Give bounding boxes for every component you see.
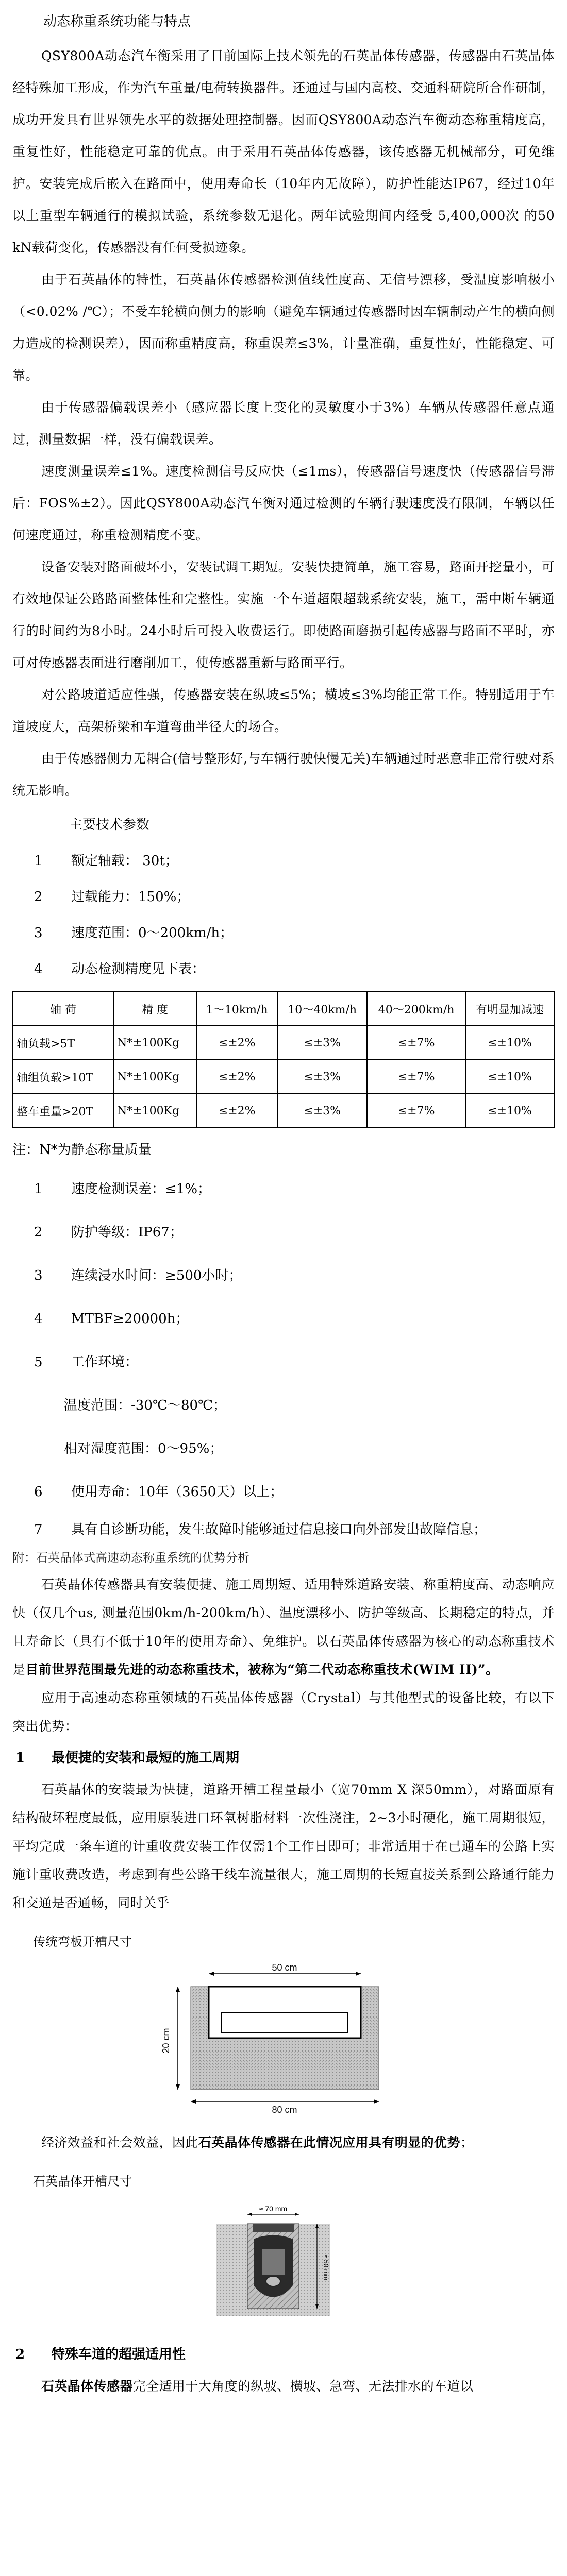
section-number: 1 bbox=[15, 1750, 25, 1766]
economic-text: 经济效益和社会效益，因此 bbox=[41, 2135, 198, 2150]
spec-text: 过载能力：150%； bbox=[71, 889, 190, 905]
spec-number: 1 bbox=[34, 1181, 43, 1197]
advantage-subtitle: 附：石英晶体式高速动态称重系统的优势分析 bbox=[12, 1551, 249, 1565]
section-heading-2 bbox=[12, 2339, 555, 2370]
spec-item bbox=[12, 1254, 555, 1297]
table-header: 10～40km/h bbox=[277, 992, 367, 1026]
section-2-highlight: 石英晶体传感器 bbox=[41, 2379, 133, 2394]
table-cell: N*±100Kg bbox=[113, 1060, 196, 1094]
intro-paragraph-4: 速度测量误差≤1%。速度检测信号反应快（≤1ms），传感器信号速度快（传感器信号滞后：FOS%±2）。因此QSY800A动态汽车衡对通过检测的车辆行驶速度没有限制，车辆以任何速度通过，称重检测精度不变。 bbox=[12, 464, 555, 543]
spec-number: 4 bbox=[34, 961, 43, 977]
traditional-bending-plate-groove-diagram bbox=[149, 1963, 418, 2118]
spec-number: 3 bbox=[34, 925, 43, 941]
dim-side-label: ≈ 50 mm bbox=[322, 2254, 330, 2281]
spec-item bbox=[12, 1470, 555, 1514]
section-title: 特殊车道的超强适用性 bbox=[52, 2347, 186, 2362]
intro-paragraph-1: QSY800A动态汽车衡采用了目前国际上技术领先的石英晶体传感器，传感器由石英晶体经特殊加工形成，作为汽车重量/电荷转换器件。还通过与国内高校、交通科研院所合作研制，成功开发具有世界领先水平的数据处理控制器。因而QSY800A动态汽车衡动态称重精度高，重复性好，性能稳定可靠的优点。由于采用石英晶体传感器，该传感器无机械部分，可免维护。安装完成后嵌入在路面中，使用寿命长（10年内无故障），防护性能达IP67，经过10年以上重型车辆通行的模拟试验，系统参数无退化。两年试验期间内经受 5,400,000次 的50 kN载荷变化，传感器没有任何受损迹象。 bbox=[12, 48, 555, 255]
arrow-left bbox=[191, 2099, 196, 2104]
table-header: 40～200km/h bbox=[367, 992, 465, 1026]
spec-number: 2 bbox=[34, 1225, 43, 1240]
spec-item bbox=[12, 951, 555, 987]
spec-text: 额定轴载： 30t； bbox=[71, 853, 178, 869]
spec-text: 速度范围：0～200km/h； bbox=[71, 925, 234, 941]
section-title: 最便捷的安装和最短的施工周期 bbox=[52, 1750, 240, 1766]
accuracy-table bbox=[12, 991, 555, 1128]
dim-bottom-label: 80 cm bbox=[272, 2105, 297, 2115]
spec-item bbox=[12, 1297, 555, 1341]
quartz-element bbox=[262, 2249, 285, 2275]
spec-text: 速度检测误差：≤1%； bbox=[71, 1181, 211, 1197]
spec-number: 4 bbox=[34, 1311, 43, 1327]
arrow-up bbox=[176, 1987, 180, 1992]
table-row bbox=[13, 1094, 554, 1128]
document-page bbox=[0, 7, 567, 2576]
table-header-row bbox=[13, 992, 554, 1026]
dim-side-label: 20 cm bbox=[161, 2028, 171, 2054]
table-cell: 轴组负载>10T bbox=[13, 1060, 113, 1094]
intro-paragraph-3: 由于传感器偏载误差小（感应器长度上变化的灵敏度小于3%）车辆从传感器任意点通过，测量数据一样，没有偏载误差。 bbox=[12, 400, 555, 447]
table-cell: N*±100Kg bbox=[113, 1026, 196, 1060]
economic-paragraph bbox=[12, 2128, 555, 2157]
table-cell: ≤±3% bbox=[277, 1060, 367, 1094]
spec-number: 7 bbox=[34, 1522, 43, 1537]
arrow-down bbox=[176, 2084, 180, 2090]
intro-paragraph-6: 对公路坡道适应性强，传感器安装在纵坡≤5%；横坡≤3%均能正常工作。特别适用于车道坡度大，高架桥梁和车道弯曲半径大的场合。 bbox=[12, 687, 555, 734]
section-number: 2 bbox=[15, 2347, 25, 2362]
table-cell: ≤±7% bbox=[367, 1060, 465, 1094]
table-cell: ≤±3% bbox=[277, 1026, 367, 1060]
table-header: 轴 荷 bbox=[13, 992, 113, 1026]
signal-cable bbox=[266, 2276, 280, 2286]
table-header: 精 度 bbox=[113, 992, 196, 1026]
spec-item bbox=[12, 1211, 555, 1254]
economic-highlight: 石英晶体传感器在此情况应用具有明显的优势 bbox=[198, 2135, 460, 2150]
spec-text: 使用寿命：10年（3650天）以上； bbox=[71, 1484, 284, 1500]
table-row bbox=[13, 1060, 554, 1094]
spec-text: 动态检测精度见下表： bbox=[71, 961, 206, 977]
spec-number: 1 bbox=[34, 853, 43, 869]
spec-number: 3 bbox=[34, 1268, 43, 1283]
table-cell: ≤±2% bbox=[196, 1060, 277, 1094]
figure-2-label: 石英晶体开槽尺寸 bbox=[33, 2174, 132, 2189]
dim-top-label: 50 cm bbox=[272, 1963, 297, 1973]
section-heading-1 bbox=[12, 1742, 555, 1773]
arrow-right bbox=[356, 1972, 361, 1976]
table-cell: ≤±7% bbox=[367, 1094, 465, 1128]
table-cell: 整车重量>20T bbox=[13, 1094, 113, 1128]
table-cell: N*±100Kg bbox=[113, 1094, 196, 1128]
spec-text: 防护等级：IP67； bbox=[71, 1225, 183, 1240]
spec-text: 工作环境： bbox=[71, 1354, 139, 1370]
table-cell: ≤±10% bbox=[465, 1094, 554, 1128]
intro-paragraph-7: 由于传感器侧力无耦合(信号整形好,与车辆行驶快慢无关)车辆通过时恶意非正常行驶对系统无影响。 bbox=[12, 751, 555, 798]
env-temperature: 温度范围：-30℃～80℃； bbox=[64, 1398, 227, 1413]
advantage-highlight: 目前世界范围最先进的动态称重技术，被称为“第二代动态称重技术(WIM II)”。 bbox=[25, 1662, 499, 1677]
spec-item bbox=[12, 879, 555, 915]
specs-title: 主要技术参数 bbox=[69, 817, 150, 833]
spec-item bbox=[12, 915, 555, 951]
spec-text: MTBF≥20000h； bbox=[71, 1311, 189, 1327]
env-humidity: 相对湿度范围：0～95%； bbox=[64, 1441, 223, 1456]
advantage-intro: 应用于高速动态称重领域的石英晶体传感器（Crystal）与其他型式的设备比较，有以下突出优势： bbox=[12, 1690, 555, 1734]
table-cell: ≤±3% bbox=[277, 1094, 367, 1128]
table-cell: ≤±10% bbox=[465, 1026, 554, 1060]
advantage-text: 石英晶体传感器具有安装便捷、施工周期短、适用特殊道路安装、称重精度高、动态响应快（仅几个us, 测量范围0km/h-200km/h）、温度漂移小、防护等级高、长期稳定的特点，并且寿命长（具有不低于10年的使用寿命）、免维护。以石英晶体传感器为核心的动态称重技术是 bbox=[12, 1577, 555, 1677]
section-2-body: 完全适用于大角度的纵坡、横坡、急弯、无法排水的车道以 bbox=[132, 2379, 474, 2394]
spec-text: 具有自诊断功能，发生故障时能够通过信息接口向外部发出故障信息； bbox=[71, 1522, 487, 1537]
section-1-text: 石英晶体的安装最为快捷，道路开槽工程量最小（宽70mm X 深50mm），对路面原有结构破坏程度最低，应用原装进口环氧树脂材料一次性浇注，2~3小时硬化，施工周期很短，平均完成一条车道的计重收费安装工作仅需1个工作日即可；非常适用于在已通车的公路上实施计重收费改造，考虑到有些公路干线车流量很大，施工周期的长短直接关系到公路通行能力和交通是否通畅，同时关乎 bbox=[12, 1782, 555, 1910]
plate-inner bbox=[222, 2012, 348, 2033]
quartz-sensor-groove-diagram bbox=[170, 2203, 397, 2327]
economic-text-end: ； bbox=[460, 2135, 474, 2150]
table-header: 1～10km/h bbox=[196, 992, 277, 1026]
table-row bbox=[13, 1026, 554, 1060]
spec-number: 5 bbox=[34, 1354, 43, 1370]
spec-item bbox=[12, 1341, 555, 1384]
spec-number: 6 bbox=[34, 1484, 43, 1500]
table-header: 有明显加减速 bbox=[465, 992, 554, 1026]
spec-item bbox=[12, 1167, 555, 1211]
sensor-top-cover bbox=[253, 2224, 294, 2232]
advantage-paragraph bbox=[12, 1570, 555, 1684]
arrow-left bbox=[247, 2213, 252, 2216]
arrow-right bbox=[295, 2213, 299, 2216]
arrow-left bbox=[209, 1972, 214, 1976]
figure-1-label: 传统弯板开槽尺寸 bbox=[33, 1935, 132, 1949]
dim-top-label: ≈ 70 mm bbox=[259, 2205, 288, 2213]
spec-item bbox=[12, 843, 555, 879]
table-cell: 轴负载>5T bbox=[13, 1026, 113, 1060]
document-title: 动态称重系统功能与特点 bbox=[43, 14, 191, 29]
intro-paragraph-2: 由于石英晶体的特性，石英晶体传感器检测值线性度高、无信号漂移，受温度影响极小（<0.02% /℃）；不受车轮横向侧力的影响（避免车辆通过传感器时因车辆制动产生的横向侧力造成的检测误差），因而称重精度高，称重误差≤3%，计量准确，重复性好，性能稳定、可靠。 bbox=[12, 272, 555, 383]
table-cell: ≤±10% bbox=[465, 1060, 554, 1094]
table-cell: ≤±7% bbox=[367, 1026, 465, 1060]
spec-item bbox=[12, 1514, 555, 1546]
table-cell: ≤±2% bbox=[196, 1094, 277, 1128]
spec-number: 2 bbox=[34, 889, 43, 905]
arrow-right bbox=[374, 2099, 379, 2104]
section-2-text bbox=[12, 2372, 555, 2400]
table-cell: ≤±2% bbox=[196, 1026, 277, 1060]
table-note: 注：N*为静态称量质量 bbox=[12, 1142, 152, 1158]
spec-text: 连续浸水时间：≥500小时； bbox=[71, 1268, 242, 1283]
intro-paragraph-5: 设备安装对路面破坏小，安装试调工期短。安装快捷简单，施工容易，路面开挖量小，可有效地保证公路路面整体性和完整性。实施一个车道超限超载系统安装，施工，需中断车辆通行的时间约为8小时。24小时后可投入收费运行。即使路面磨损引起传感器与路面不平时，亦可对传感器表面进行磨削加工，使传感器重新与路面平行。 bbox=[12, 560, 555, 670]
